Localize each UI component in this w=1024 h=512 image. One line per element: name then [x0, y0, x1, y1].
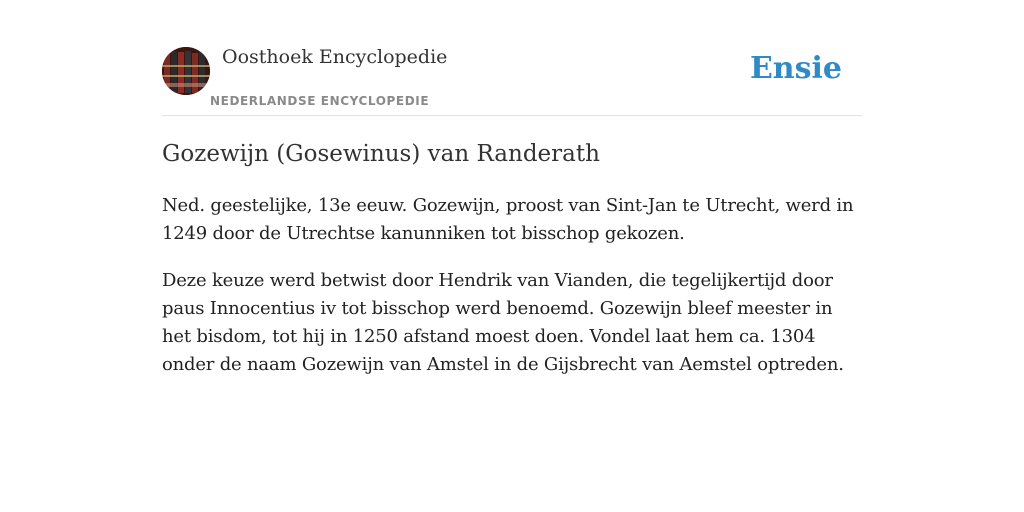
- article-body: [162, 192, 862, 398]
- article-paragraph: Deze keuze werd betwist door Hendrik van Vianden, die tegelijkertijd door paus Innocentius iv tot bisschop werd benoemd. Gozewijn bleef meester in het bisdom, tot hij in 1250 afstand moest doen. Vondel laat hem ca. 1304 onder de naam Gozewijn van Amstel in de Gijsbrecht van Aemstel optreden.: [162, 270, 844, 375]
- site-header: [162, 0, 862, 116]
- encyclopedia-books-icon[interactable]: [162, 47, 210, 95]
- ensie-brand-logo[interactable]: Ensie: [749, 51, 842, 86]
- article-paragraph: Ned. geestelijke, 13e eeuw. Gozewijn, proost van Sint-Jan te Utrecht, werd in 1249 door de Utrechtse kanunniken tot bisschop gekozen.: [162, 195, 854, 244]
- site-title[interactable]: Oosthoek Encyclopedie: [222, 46, 448, 68]
- page-container: [162, 0, 862, 375]
- article-title: Gozewijn (Gosewinus) van Randerath: [162, 141, 600, 167]
- site-subtitle: NEDERLANDSE ENCYCLOPEDIE: [210, 94, 430, 108]
